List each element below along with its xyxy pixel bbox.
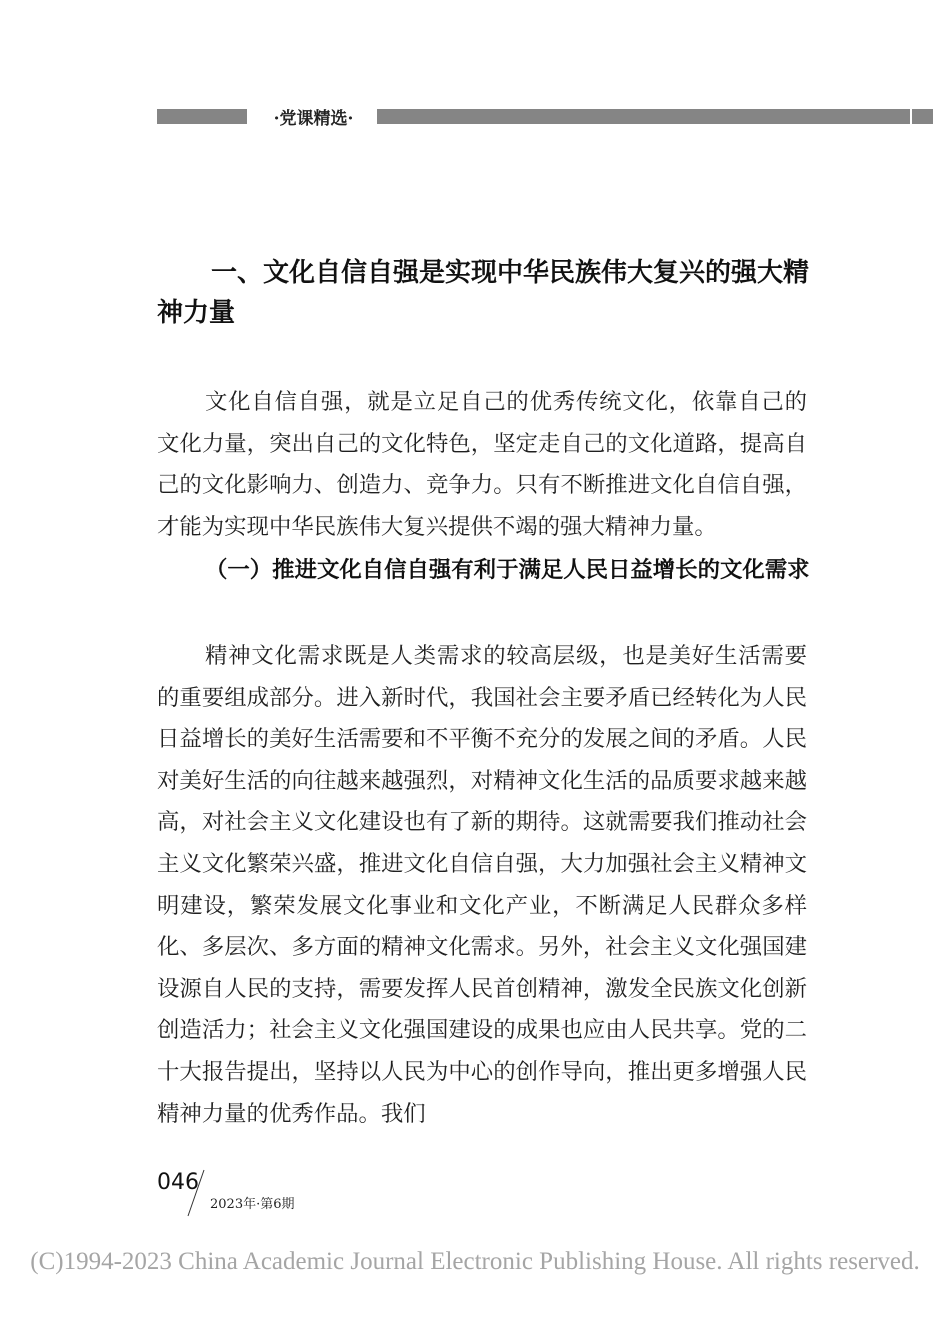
header-bar-right [377,109,933,124]
paragraph-1: 文化自信自强，就是立足自己的优秀传统文化，依靠自己的文化力量，突出自己的文化特色，坚定走自己的文化道路，提高自己的文化影响力、创造力、竞争力。只有不断推进文化自信自强，才能为实现中华民族伟大复兴提供不竭的强大精神力量。 [157,389,807,540]
subsection-title: （一）推进文化自信自强有利于满足人民日益增长的文化需求 [205,557,810,583]
issue-label: 2023年·第6期 [210,1197,295,1212]
copyright-notice: (C)1994-2023 China Academic Journal Electronic Publishing House. All rights reserved. [30,1248,920,1275]
column-tag: ·党课精选· [273,109,354,129]
section-title: 一、文化自信自强是实现中华民族伟大复兴的强大精神力量 [157,258,810,328]
header-bar-divider [910,109,912,124]
header-bar-left [157,109,247,124]
page-number: 046 [157,1170,199,1195]
footer-slash-divider [186,1168,206,1218]
paragraph-2: 精神文化需求既是人类需求的较高层级，也是美好生活需要的重要组成部分。进入新时代，我国社会主要矛盾已经转化为人民日益增长的美好生活需要和不平衡不充分的发展之间的矛盾。人民对美好生活的向往越来越强烈，对精神文化生活的品质要求越来越高，对社会主义文化建设也有了新的期待。这就需要我们推动社会主义文化繁荣兴盛，推进文化自信自强，大力加强社会主义精神文明建设，繁荣发展文化事业和文化产业，不断满足人民群众多样化、多层次、多方面的精神文化需求。另外，社会主义文化强国建设源自人民的支持，需要发挥人民首创精神，激发全民族文化创新创造活力；社会主义文化强国建设的成果也应由人民共享。党的二十大报告提出，坚持以人民为中心的创作导向，推出更多增强人民精神力量的优秀作品。我们 [157,643,807,1127]
